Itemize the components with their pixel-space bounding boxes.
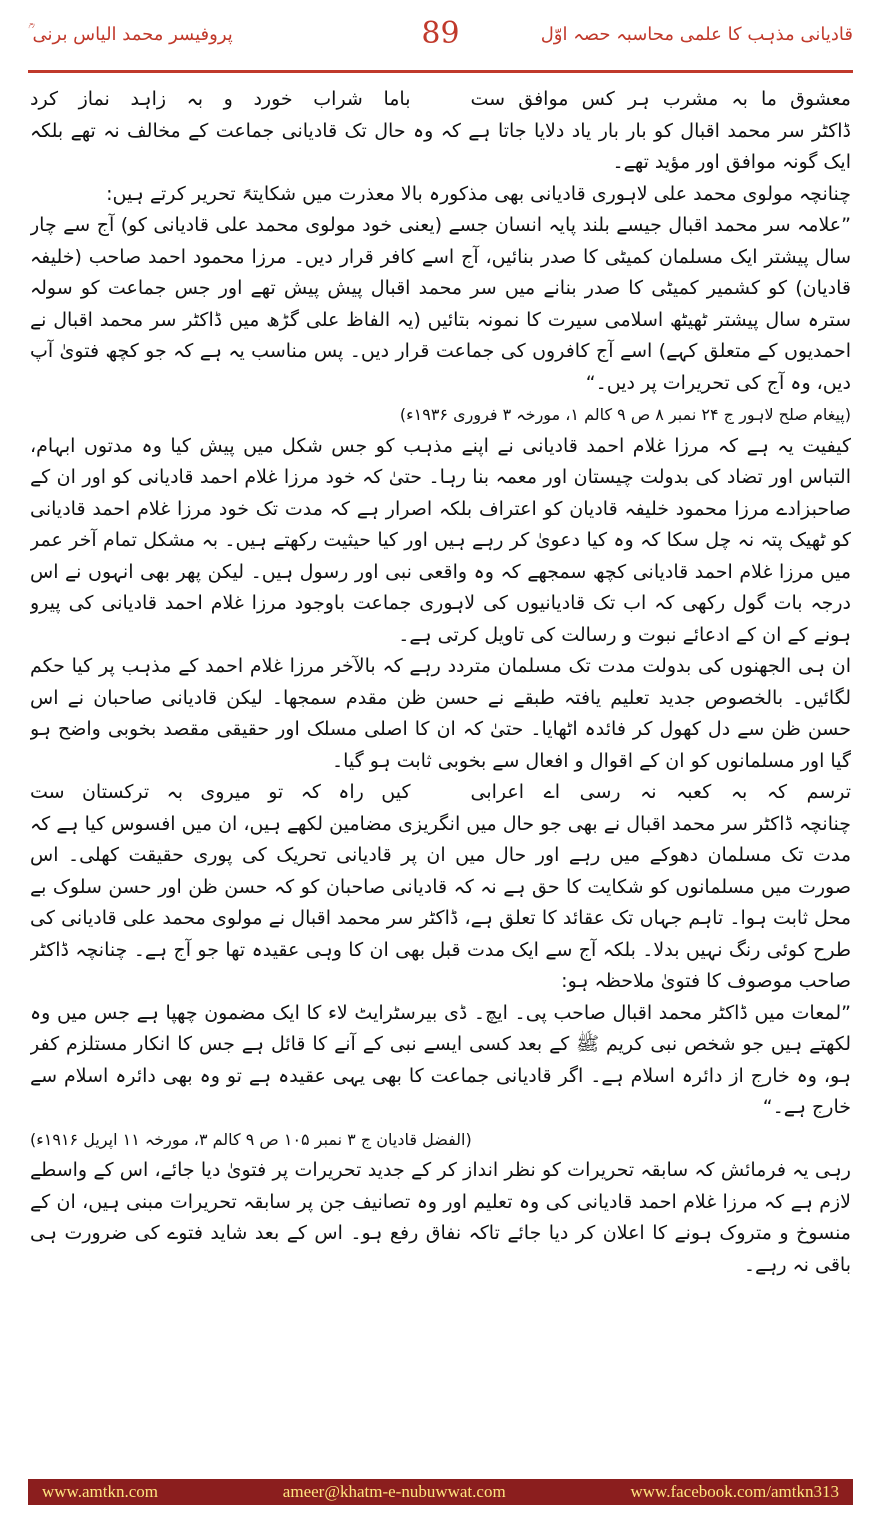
quotation: ”لمعات میں ڈاکٹر محمد اقبال صاحب پی۔ ایچ۔ ڈی بیرسٹرایٹ لاء کا ایک مضمون چھپا ہے جس میں وہ لکھتے ہیں جو شخص نبی کریم ﷺ کے بعد کسی ایسے نبی کے آنے کا قائل ہے جس کا انکار مستلزم کفر ہو، وہ خارج از دائرہ اسلام ہے۔ اگر قادیانی جماعت کا بھی یہی عقیدہ ہے تو وہ بھی دائرہ اسلام سے خارج ہے۔“: [30, 1001, 851, 1118]
paragraph: کیفیت یہ ہے کہ مرزا غلام احمد قادیانی نے اپنے مذہب کو جس شکل میں پیش کیا وہ مدتوں ابہام، التباس اور تضاد کی بدولت چیستان اور معمہ بنا رہا۔ حتیٰ کہ خود مرزا غلام احمد قادیانی کو اور ان کے صاحبزادے مرزا محمود خلیفہ قادیان کو اعتراف بلکہ اصرار ہے کہ مدت تک خود مرزا غلام احمد قادیانی کو ٹھیک پتہ نہ چل سکا کہ وہ کیا دعویٰ کر رہے ہیں اور کیا حیثیت رکھتے ہیں۔ بہ مشکل تمام آخر عمر میں مرزا غلام احمد قادیانی کچھ سمجھے کہ وہ واقعی نبی اور رسول ہیں۔ لیکن پھر بھی انہوں نے اس درجہ بات گول رکھی کہ اب تک قادیانیوں کی لاہوری جماعت باوجود مرزا غلام احمد قادیانی کی پیرو ہونے کے ان کے ادعائے نبوت و رسالت کی تاویل کرتی ہے۔: [30, 434, 851, 646]
email-link[interactable]: ameer@khatm-e-nubuwwat.com: [282, 1482, 506, 1501]
header-rule: [28, 70, 853, 73]
paragraph: چنانچہ ڈاکٹر سر محمد اقبال نے بھی جو حال میں انگریزی مضامین لکھے ہیں، ان میں افسوس کیا ہے کہ مدت تک مسلمان دھوکے میں رہے اور حال میں ان پر قادیانی تحریک کی پوری حقیقت کھلی۔ اس صورت میں مسلمانوں کو شکایت کا حق ہے نہ کہ قادیانی صاحبان کو کہ حسن ظن اور حسن سلوک بے محل ثابت ہوا۔ تاہم جہاں تک عقائد کا تعلق ہے، ڈاکٹر سر محمد اقبال نے مولوی محمد علی قادیانی کی طرح کوئی رنگ نہیں بدلا۔ بلکہ آج سے ایک مدت قبل بھی ان کا وہی عقیدہ تھا جو آج ہے۔ چنانچہ ڈاکٹر صاحب موصوف کا فتویٰ ملاحظہ ہو:: [30, 812, 851, 992]
page-footer: [28, 1479, 853, 1505]
page-number: 89: [421, 16, 460, 51]
reference: [30, 399, 851, 431]
verse-2-first-hemistich: ترسم کہ بہ کعبہ نہ رسی اے اعرابی: [470, 781, 851, 803]
verse-1-first-hemistich: معشوق ما بہ مشرب ہر کس موافق ست: [470, 88, 851, 110]
verse-2: [30, 777, 851, 809]
reference-text: (پیغام صلح لاہور ج ۲۴ نمبر ۸ ص ۹ کالم ۱، مورخہ ۳ فروری ۱۹۳۶ء): [399, 405, 851, 424]
page-body: [30, 84, 851, 1474]
facebook-link[interactable]: www.facebook.com/amtkn313: [630, 1482, 839, 1501]
website-link[interactable]: www.amtkn.com: [42, 1482, 158, 1501]
paragraph: چنانچہ مولوی محمد علی لاہوری قادیانی بھی مذکورہ بالا معذرت میں شکایتہً تحریر کرتے ہیں:: [106, 182, 851, 205]
quotation: ”علامہ سر محمد اقبال جیسے بلند پایہ انسان جسے (یعنی خود مولوی محمد علی قادیانی کو) آج سے چار سال پیشتر ایک مسلمان کمیٹی کا صدر بنائیں، آج اسے کافر قرار دیں۔ مرزا محمود احمد صاحب (خلیفہ قادیان) کو کشمیر کمیٹی کا صدر بنانے میں سر محمد اقبال پیش پیش تھے اور جس جماعت کو سولہ سترہ سال پیشتر ٹھیٹھ اسلامی سیرت کا نمونہ بتائیں (یہ الفاظ علی گڑھ میں ڈاکٹر سر محمد اقبال نے احمدیوں کے متعلق کہے) اسے آج کافروں کی جماعت قرار دیں۔ پس مناسب یہ ہے کہ جو کچھ فتویٰ آپ دیں، وہ آج کی تحریرات پر دیں۔“: [30, 214, 851, 394]
paragraph: ان ہی الجھنوں کی بدولت مدت تک مسلمان متردد رہے کہ بالآخر مرزا غلام احمد کے مذہب پر کیا حکم لگائیں۔ بالخصوص جدید تعلیم یافتہ طبقے نے حسن ظن مقدم سمجھا۔ لیکن قادیانی صاحبان نے اس حسن ظن سے دل کھول کر فائدہ اٹھایا۔ حتیٰ کہ ان کا اصلی مسلک اور حقیقی مقصد بخوبی واضح ہو گیا اور مسلمانوں کو ان کے اقوال و افعال سے بخوبی ثابت ہو گیا۔: [30, 655, 851, 772]
author-name: پروفیسر محمد الیاس برنی ؒ: [28, 24, 233, 45]
paragraph: رہی یہ فرمائش کہ سابقہ تحریرات کو نظر انداز کر کے جدید تحریرات پر فتویٰ دیا جائے، اس کے واسطے لازم ہے کہ مرزا غلام احمد قادیانی کی وہ تعلیم اور وہ تصانیف جن پر سابقہ تحریرات مبنی ہیں، ان کے منسوخ و متروک ہونے کا اعلان کر دیا جائے تاکہ نفاق رفع ہو۔ اس کے بعد شاید فتوے کی ضرورت ہی باقی نہ رہے۔: [30, 1159, 851, 1276]
verse-1: [30, 84, 851, 116]
verse-2-second-hemistich: کیں راہ کہ تو میروی بہ ترکستان ست: [30, 781, 411, 803]
reference: [30, 1124, 851, 1156]
paragraph: ڈاکٹر سر محمد اقبال کو بار بار یاد دلایا جاتا ہے کہ وہ حال تک قادیانی جماعت کے مخالف نہ تھے بلکہ ایک گونہ موافق اور مؤید تھے۔: [30, 119, 851, 173]
page-header: [28, 0, 853, 78]
verse-1-second-hemistich: باما شراب خورد و بہ زاہد نماز کرد: [30, 88, 411, 110]
reference-text: (الفضل قادیان ج ۳ نمبر ۱۰۵ ص ۹ کالم ۳، مورخہ ۱۱ اپریل ۱۹۱۶ء): [30, 1129, 472, 1149]
book-title: قادیانی مذہب کا علمی محاسبہ حصہ اوّل: [540, 24, 853, 45]
